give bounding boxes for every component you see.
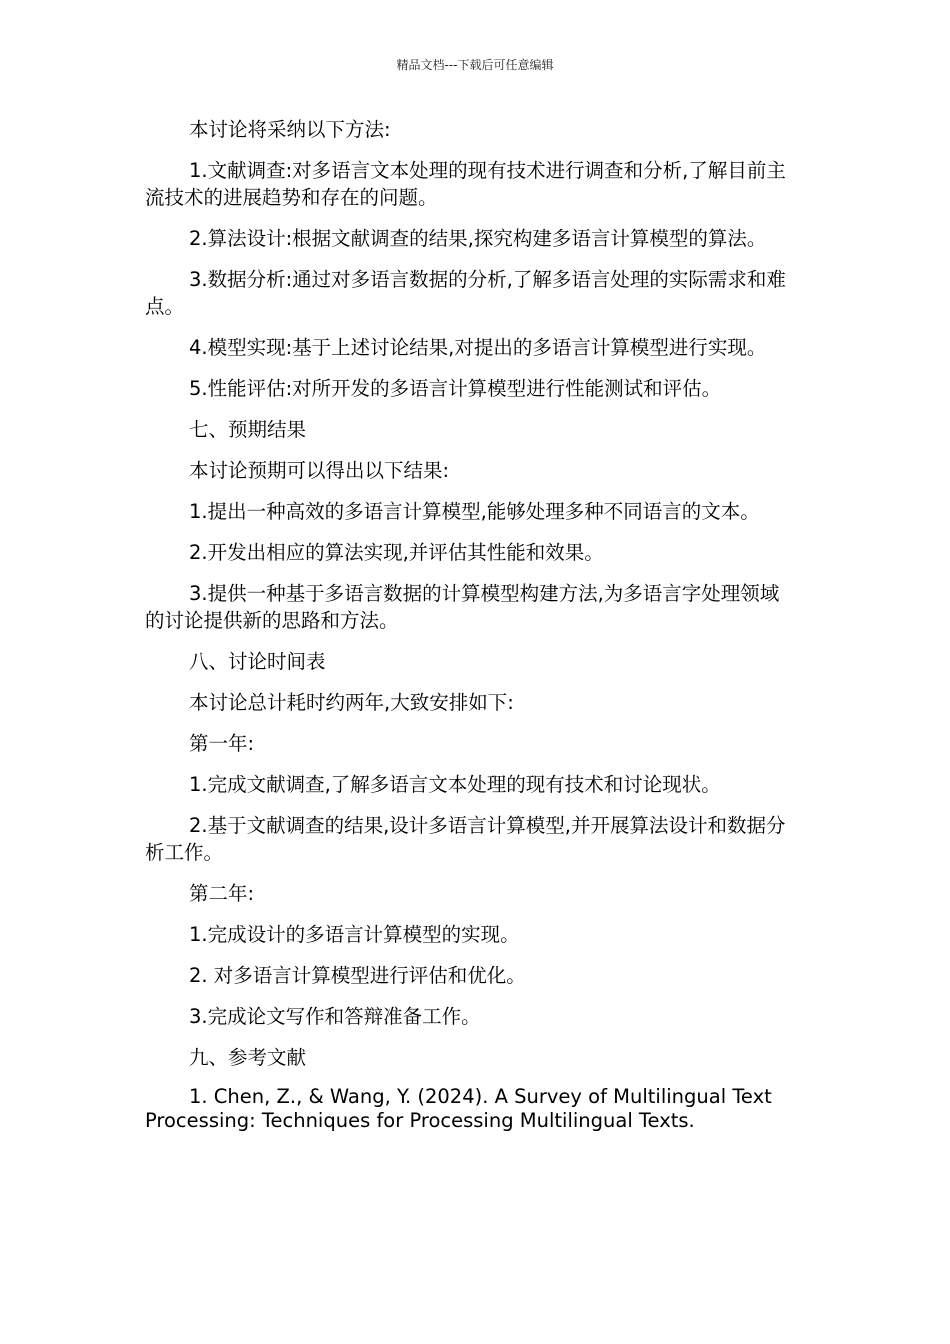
paragraph-method-model: 4.模型实现:基于上述讨论结果,对提出的多语言计算模型进行实现。 (189, 336, 767, 359)
paragraph-year-two: 第二年: (189, 882, 255, 905)
paragraph-result-3: 3.提供一种基于多语言数据的计算模型构建方法,为多语言字处理领域的讨论提供新的思路和方法。 (145, 582, 780, 632)
paragraph-year-one-item-2: 2.基于文献调查的结果,设计多语言计算模型,并开展算法设计和数据分析工作。 (145, 814, 786, 864)
paragraph-method-evaluation: 5.性能评估:对所开发的多语言计算模型进行性能测试和评估。 (189, 377, 722, 400)
paragraph-timeline-intro: 本讨论总计耗时约两年,大致安排如下: (189, 691, 514, 714)
paragraph-methods-intro: 本讨论将采纳以下方法: (189, 118, 391, 141)
paragraph-year-two-item-1: 1.完成设计的多语言计算模型的实现。 (189, 923, 520, 946)
paragraph-result-2: 2.开发出相应的算法实现,并评估其性能和效果。 (189, 541, 604, 564)
paragraph-year-two-item-2: 2. 对多语言计算模型进行评估和优化。 (189, 964, 526, 987)
paragraph-method-data: 3.数据分析:通过对多语言数据的分析,了解多语言处理的实际需求和难点。 (145, 268, 786, 318)
section-heading-timeline: 八、讨论时间表 (189, 650, 326, 673)
section-heading-expected-results: 七、预期结果 (189, 418, 307, 441)
paragraph-method-algorithm: 2.算法设计:根据文献调查的结果,探究构建多语言计算模型的算法。 (189, 227, 767, 250)
page-header: 精品文档---下载后可任意编辑 (396, 58, 554, 72)
reference-item-1: 1. Chen, Z., & Wang, Y. (2024). A Survey of Multilingual Text Processing: Techniques for Processing Multilingual Texts. (145, 1085, 772, 1132)
paragraph-method-literature: 1.文献调查:对多语言文本处理的现有技术进行调查和分析,了解目前主流技术的进展趋势和存在的问题。 (145, 159, 786, 209)
paragraph-year-one-item-1: 1.完成文献调查,了解多语言文本处理的现有技术和讨论现状。 (189, 773, 721, 796)
paragraph-result-1: 1.提出一种高效的多语言计算模型,能够处理多种不同语言的文本。 (189, 500, 760, 523)
paragraph-year-two-item-3: 3.完成论文写作和答辩准备工作。 (189, 1005, 481, 1028)
document-body (145, 116, 795, 1147)
section-heading-references: 九、参考文献 (189, 1046, 307, 1069)
paragraph-results-intro: 本讨论预期可以得出以下结果: (189, 459, 450, 482)
paragraph-year-one: 第一年: (189, 732, 255, 755)
